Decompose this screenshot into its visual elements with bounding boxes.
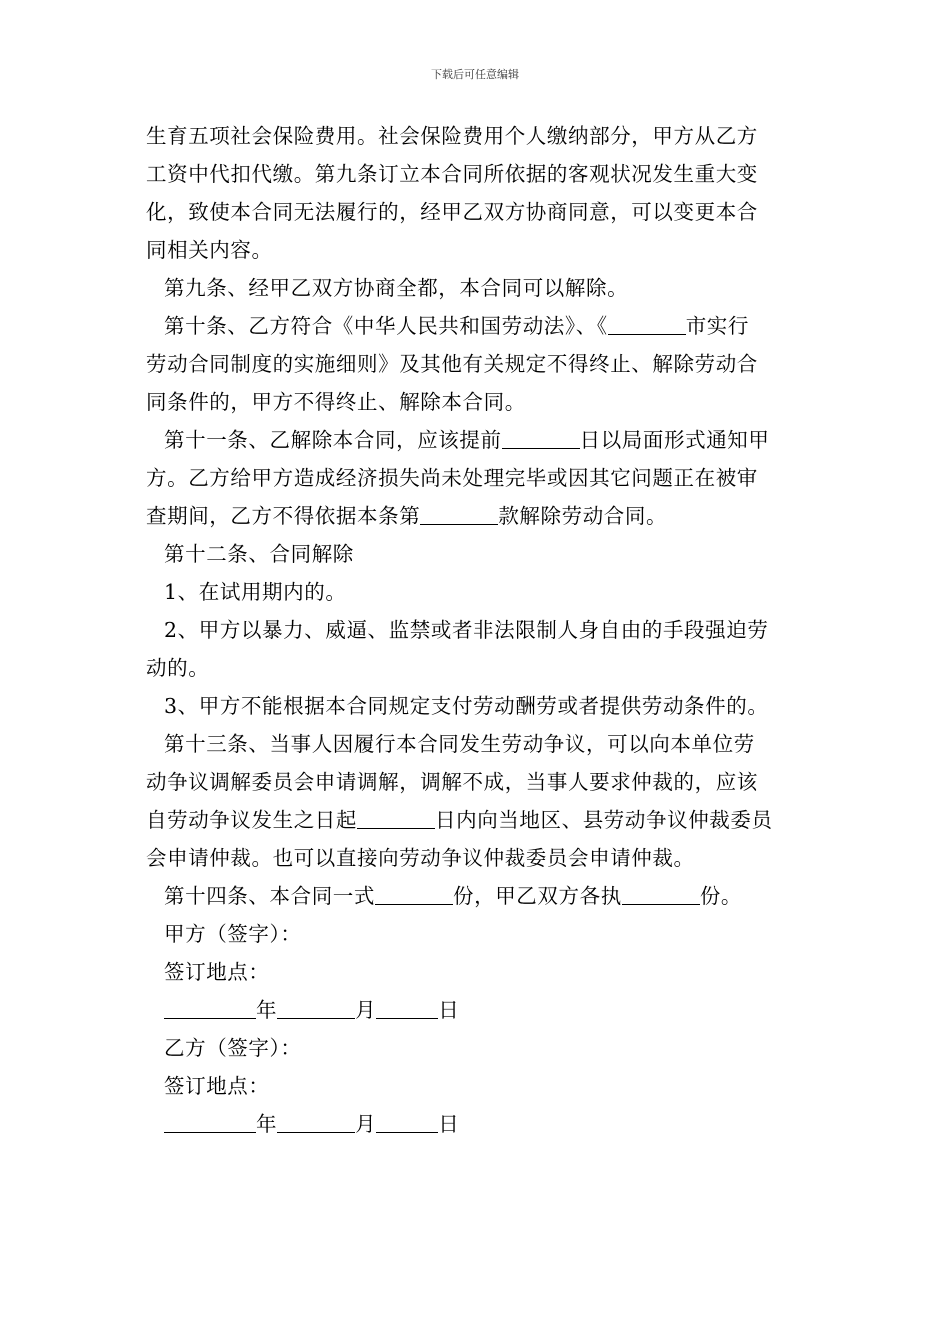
text-fragment: 款解除劳动合同。 [498,504,668,528]
blank-day [376,1110,438,1133]
article-9: 第九条、经甲乙双方协商全都，本合同可以解除。 [164,276,629,300]
day-label: 日 [438,998,460,1022]
blank-year [164,1110,256,1133]
article-10-line-1 [146,307,814,345]
blank-year [164,996,256,1019]
text-fragment: 份，甲乙双方各执 [453,884,622,908]
text-fragment: 第十条、乙方符合《中华人民共和国劳动法》、《 [164,314,608,338]
text-fragment: 第十一条、乙解除本合同，应该提前 [164,428,502,452]
paragraph-line: 工资中代扣代缴。第九条订立本合同所依据的客观状况发生重大变 [146,162,758,186]
clause-2-line-2: 动的。 [146,656,210,680]
month-label: 月 [355,1112,377,1136]
clause-1: 1、在试用期内的。 [164,580,347,604]
year-label: 年 [256,1112,278,1136]
text-fragment: 日内向当地区、县劳动争议仲裁委员 [435,808,773,832]
paragraph-line: 化，致使本合同无法履行的，经甲乙双方协商同意，可以变更本合 [146,200,758,224]
text-fragment: 日以局面形式通知甲 [579,428,770,452]
day-label: 日 [438,1112,460,1136]
article-12-title: 第十二条、合同解除 [164,542,354,566]
text-fragment: 查期间，乙方不得依据本条第 [146,504,421,528]
clause-3: 3、甲方不能根据本合同规定支付劳动酬劳或者提供劳动条件的。 [164,694,769,718]
article-13-line-4: 会申请仲裁。也可以直接向劳动争议仲裁委员会申请仲裁。 [146,846,695,870]
text-fragment: 自劳动争议发生之日起 [146,808,357,832]
blank-day [376,996,438,1019]
paragraph-line: 生育五项社会保险费用。社会保险费用个人缴纳部分，甲方从乙方 [146,124,758,148]
blank-copies-each [622,882,700,905]
text-fragment: 市实行 [685,314,750,338]
blank-city [608,312,686,335]
blank-arbitration-days [357,806,435,829]
document-body [146,117,814,1143]
text-fragment: 份。 [699,884,743,908]
party-b-date [146,1105,814,1143]
blank-copies-total [375,882,453,905]
blank-notice-days [502,426,580,449]
article-13-line-2: 动争议调解委员会申请调解，调解不成，当事人要求仲裁的，应该 [146,770,758,794]
party-a-date [146,991,814,1029]
party-b-sign-place: 签订地点： [164,1074,270,1098]
party-b-signature-label: 乙方（签字）： [164,1036,302,1060]
blank-month [277,996,355,1019]
clause-2-line-1: 2、甲方以暴力、威逼、监禁或者非法限制人身自由的手段强迫劳 [164,618,769,642]
text-fragment: 第十四条、本合同一式 [164,884,375,908]
party-a-signature-label: 甲方（签字）： [164,922,302,946]
article-11-line-1 [146,421,814,459]
article-13-line-3 [146,801,814,839]
month-label: 月 [355,998,377,1022]
article-13-line-1: 第十三条、当事人因履行本合同发生劳动争议，可以向本单位劳 [164,732,755,756]
article-11-line-3 [146,497,814,535]
party-a-sign-place: 签订地点： [164,960,270,984]
page-header: 下载后可任意编辑 [431,68,519,81]
article-10-line-3: 同条件的，甲方不得终止、解除本合同。 [146,390,526,414]
article-10-line-2: 劳动合同制度的实施细则》及其他有关规定不得终止、解除劳动合 [146,352,758,376]
blank-clause-number [420,502,498,525]
article-11-line-2: 方。乙方给甲方造成经济损失尚未处理完毕或因其它问题正在被审 [146,466,758,490]
paragraph-line: 同相关内容。 [146,238,273,262]
blank-month [277,1110,355,1133]
article-14 [146,877,814,915]
year-label: 年 [256,998,278,1022]
